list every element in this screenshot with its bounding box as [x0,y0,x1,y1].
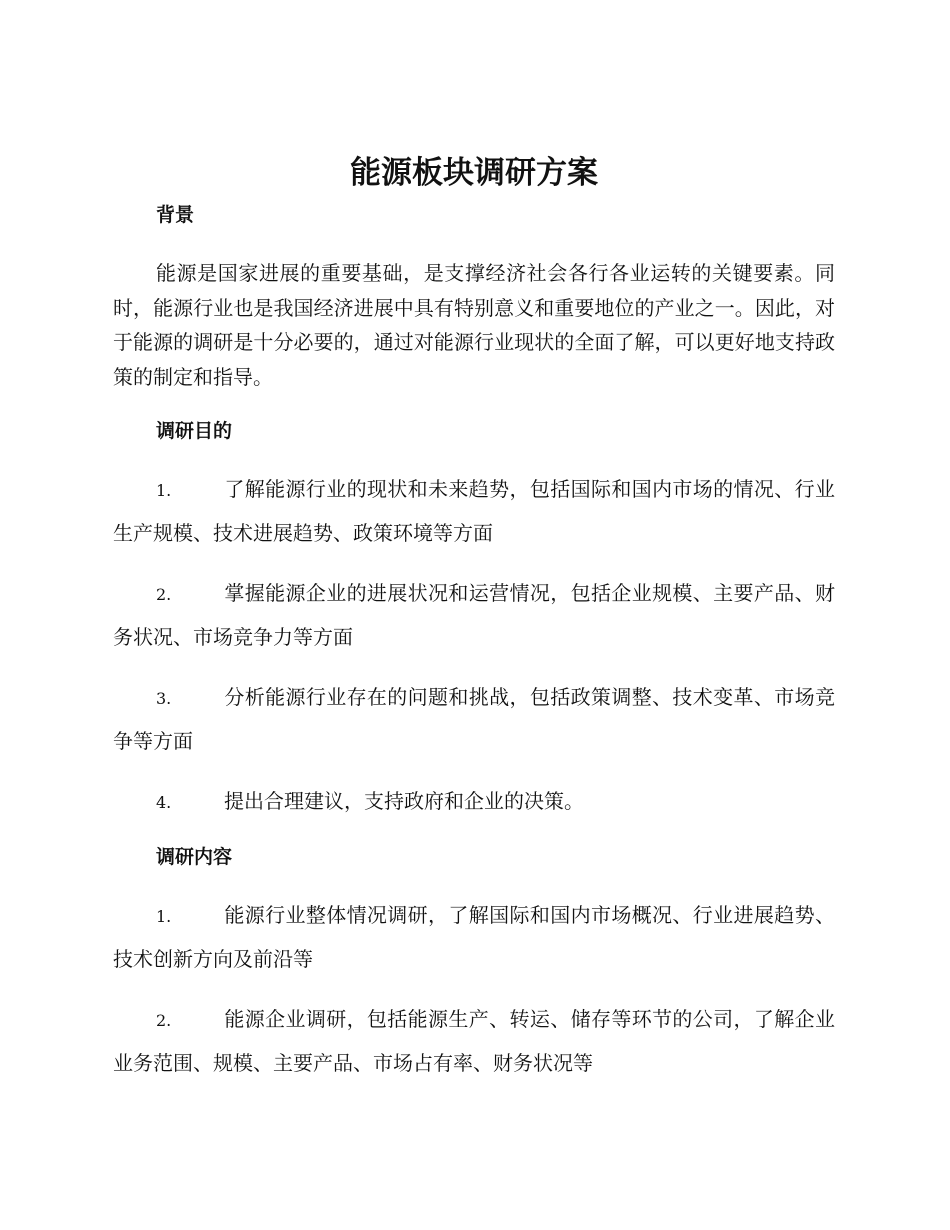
section-heading-background: 背景 [156,204,195,226]
section-heading-content: 调研内容 [156,846,233,868]
list-number: 2. [156,585,172,604]
document-title: 能源板块调研方案 [350,155,598,191]
list-item-text: 能源行业整体情况调研，了解国际和国内市场概况、行业进展趋势、技术创新方向及前沿等 [113,903,835,971]
list-number: 1. [156,907,172,926]
list-item [113,676,835,762]
list-number: 1. [156,481,172,500]
list-item-text: 提出合理建议，支持政府和企业的决策。 [224,789,584,813]
list-item [113,780,835,824]
list-item [113,572,835,658]
list-item [113,468,835,554]
section-heading-purpose: 调研目的 [156,420,233,442]
list-item-text: 了解能源行业的现状和未来趋势，包括国际和国内市场的情况、行业生产规模、技术进展趋势、政策环境等方面 [113,477,835,545]
list-item-text: 分析能源行业存在的问题和挑战，包括政策调整、技术变革、市场竞争等方面 [113,685,835,753]
background-paragraph: 能源是国家进展的重要基础，是支撑经济社会各行各业运转的关键要素。同时，能源行业也是我国经济进展中具有特别意义和重要地位的产业之一。因此，对于能源的调研是十分必要的，通过对能源行业现状的全面了解，可以更好地支持政策的制定和指导。 [113,261,835,389]
list-item-text: 掌握能源企业的进展状况和运营情况，包括企业规模、主要产品、财务状况、市场竞争力等方面 [113,581,835,649]
list-number: 3. [156,689,172,708]
list-item-text: 能源企业调研，包括能源生产、转运、储存等环节的公司，了解企业业务范围、规模、主要产品、市场占有率、财务状况等 [113,1007,835,1075]
list-item [113,998,835,1084]
list-number: 2. [156,1011,172,1030]
document-body [113,150,835,1084]
list-item [113,894,835,980]
list-number: 4. [156,793,172,812]
